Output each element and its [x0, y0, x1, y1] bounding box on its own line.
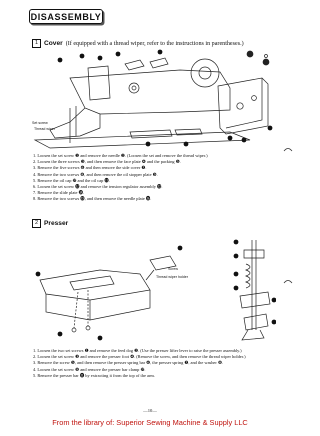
set-screw-label: Set screw	[32, 121, 48, 125]
cover-step: 8. Remove the two screws ⓯, and then remove the needle plate ⓰.	[33, 196, 152, 202]
presser-step: 3. Remove the screw ❺, and then remove the presser spring bar ❻, the presser spring ❼, and the washer ❽.	[33, 360, 223, 366]
cover-step: 2. Loosen the three screws ❸, and then remove the face plate ❹ and the packing ❺.	[33, 159, 181, 165]
handwheel	[191, 59, 219, 87]
thread-wiper-label: Thread wiper	[34, 127, 55, 131]
presser-bar-clamp	[240, 292, 270, 308]
machine-arm	[70, 70, 230, 114]
presser-spring-bar	[244, 250, 264, 258]
machine-bed	[35, 132, 250, 148]
cover-title: Cover	[44, 40, 63, 47]
presser-steps	[33, 348, 278, 379]
tension-regulator	[129, 83, 139, 93]
presser-step: 2. Loosen the set screw ❸ and remove the presser foot ❹. (Remove the screw, and then remove the thread wiper holder.)	[33, 354, 246, 360]
section-banner: DISASSEMBLY	[29, 9, 103, 24]
feed-dog	[70, 276, 114, 290]
presser-step: 4. Loosen the set screw ❾ and remove the presser bar clamp ❿.	[33, 366, 146, 372]
cover-subtitle: (If equipped with a thread wiper, refer to the instructions in parentheses.)	[65, 40, 244, 47]
face-plate	[88, 66, 110, 100]
presser-foot-lower	[242, 330, 264, 340]
cover-step: 6. Loosen the set screw ⓬ and remove the tension regulator assembly ⓭.	[33, 184, 163, 190]
presser-callouts	[36, 240, 276, 341]
presser-step: 1. Loosen the two set screws ❶ and remove the feed dog ❷. (Use the presser lifter lever to raise the presser assembly.)	[33, 348, 242, 353]
presser-spring	[246, 264, 250, 288]
oil-cap	[125, 60, 144, 70]
library-footer: From the library of: Superior Sewing Machine & Supply LLC	[52, 418, 248, 427]
presser-title: Presser	[44, 220, 69, 227]
cover-diagram	[30, 48, 276, 150]
cover-steps	[33, 153, 278, 203]
presser-step: 5. Remove the presser bar ⓫ by extracting it from the top of the arm.	[33, 372, 155, 378]
presser-diagram-svg	[30, 230, 276, 346]
binder-hole-mark	[283, 146, 293, 152]
thread-wiper-holder-label: Thread wiper holder	[156, 275, 188, 279]
screw-label: Screw	[168, 267, 178, 271]
needle-plate	[130, 130, 172, 138]
cover-step: 5. Remove the oil cap ❿ and the oil cap ⓫.	[33, 177, 110, 183]
screw-detail	[247, 51, 253, 57]
presser-heading	[32, 219, 68, 228]
cover-diagram-svg	[30, 48, 276, 150]
presser-number: 2	[32, 219, 41, 228]
cover-step: 1. Loosen the set screw ❶ and remove the needle ❷. (Loosen the set and remove the thread wiper.)	[33, 153, 208, 158]
cover-step: 7. Remove the slide plate ⓮.	[33, 190, 85, 196]
page-number: —10—	[143, 408, 157, 413]
feed-area	[40, 270, 150, 300]
cover-step: 3. Remove the five screws ❻ and then remove the side cover ❼.	[33, 165, 147, 171]
cover-step: 4. Remove the two screws ❽, and then remove the oil stopper plate ❾.	[33, 171, 158, 177]
cover-number: 1	[32, 39, 41, 48]
binder-hole-mark	[283, 278, 293, 284]
cover-heading	[32, 39, 244, 48]
presser-diagram	[30, 230, 276, 346]
machine-head-face	[50, 108, 100, 138]
